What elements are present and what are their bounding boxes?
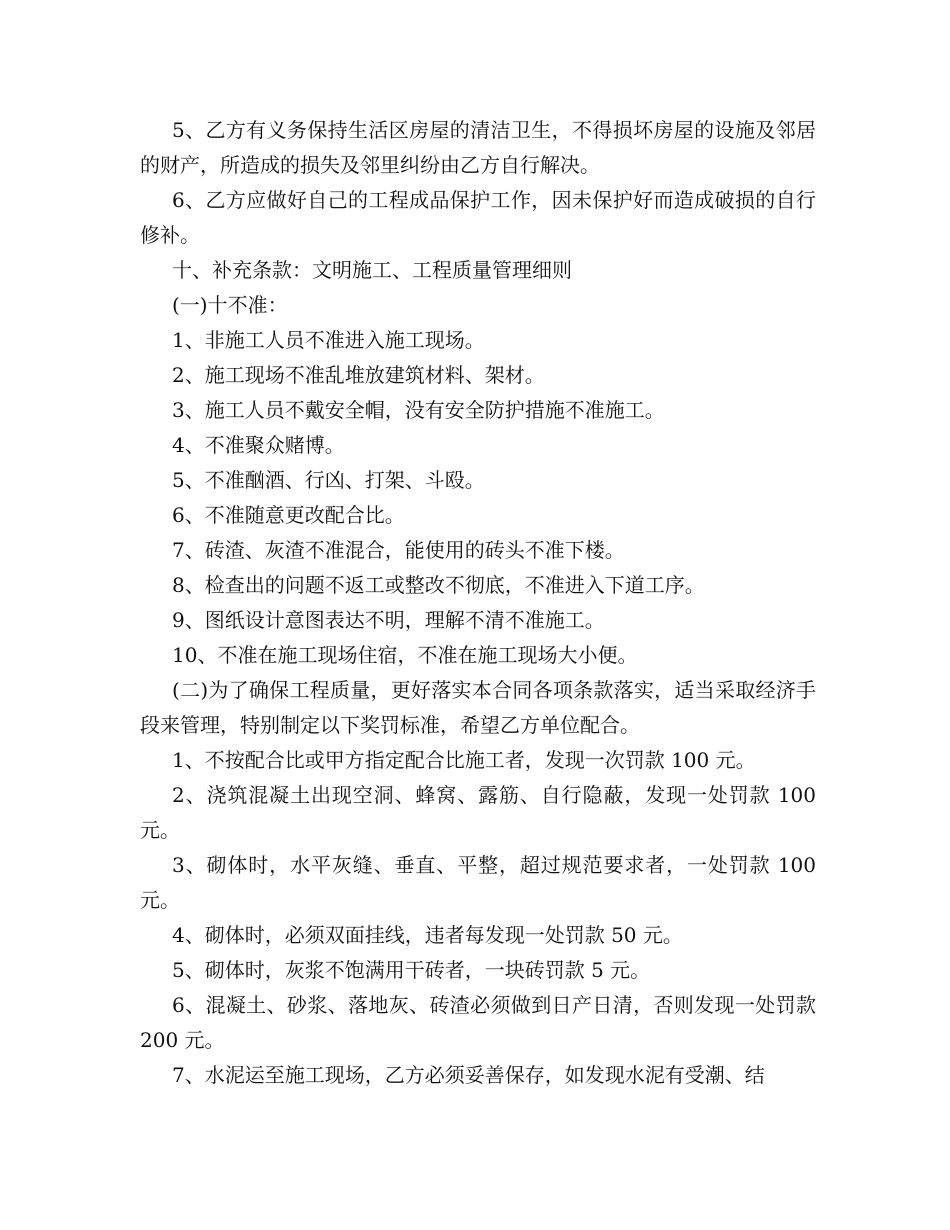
list-item: 3、砌体时，水平灰缝、垂直、平整，超过规范要求者，一处罚款 100 元。 (140, 853, 816, 912)
subsection-heading-ten-prohibitions: (一)十不准： (172, 293, 288, 317)
list-item: 5、砌体时，灰浆不饱满用干砖者，一块砖罚款 5 元。 (172, 958, 651, 982)
list-item: 2、施工现场不准乱堆放建筑材料、架材。 (172, 363, 545, 387)
list-item: 6、不准随意更改配合比。 (172, 503, 405, 527)
paragraph-clause-5: 5、乙方有义务保持生活区房屋的清洁卫生，不得损坏房屋的设施及邻居的财产，所造成的损失及邻里纠纷由乙方自行解决。 (140, 118, 816, 177)
list-item: 2、浇筑混凝土出现空洞、蜂窝、露筋、自行隐蔽，发现一处罚款 100 元。 (140, 783, 816, 842)
subsection-heading-penalties: (二)为了确保工程质量，更好落实本合同各项条款落实，适当采取经济手段来管理，特别制定以下奖罚标准，希望乙方单位配合。 (140, 678, 816, 737)
document-body (140, 113, 816, 1093)
list-item: 4、不准聚众赌博。 (172, 433, 345, 457)
list-item: 8、检查出的问题不返工或整改不彻底，不准进入下道工序。 (172, 573, 705, 597)
list-item: 7、水泥运至施工现场，乙方必须妥善保存，如发现水泥有受潮、结 (172, 1063, 765, 1087)
list-item: 1、非施工人员不准进入施工现场。 (172, 328, 485, 352)
list-item: 5、不准酗酒、行凶、打架、斗殴。 (172, 468, 485, 492)
list-item: 10、不准在施工现场住宿，不准在施工现场大小便。 (172, 643, 638, 667)
section-heading-supplementary: 十、补充条款：文明施工、工程质量管理细则 (172, 258, 572, 282)
paragraph-clause-6: 6、乙方应做好自己的工程成品保护工作，因未保护好而造成破损的自行修补。 (140, 188, 816, 247)
list-item: 3、施工人员不戴安全帽，没有安全防护措施不准施工。 (172, 398, 665, 422)
list-item: 9、图纸设计意图表达不明，理解不清不准施工。 (172, 608, 605, 632)
list-item: 6、混凝土、砂浆、落地灰、砖渣必须做到日产日清，否则发现一处罚款 200 元。 (140, 993, 816, 1052)
list-item: 4、砌体时，必须双面挂线，违者每发现一处罚款 50 元。 (172, 923, 683, 947)
list-item: 1、不按配合比或甲方指定配合比施工者，发现一次罚款 100 元。 (172, 748, 756, 772)
list-item: 7、砖渣、灰渣不准混合，能使用的砖头不准下楼。 (172, 538, 625, 562)
